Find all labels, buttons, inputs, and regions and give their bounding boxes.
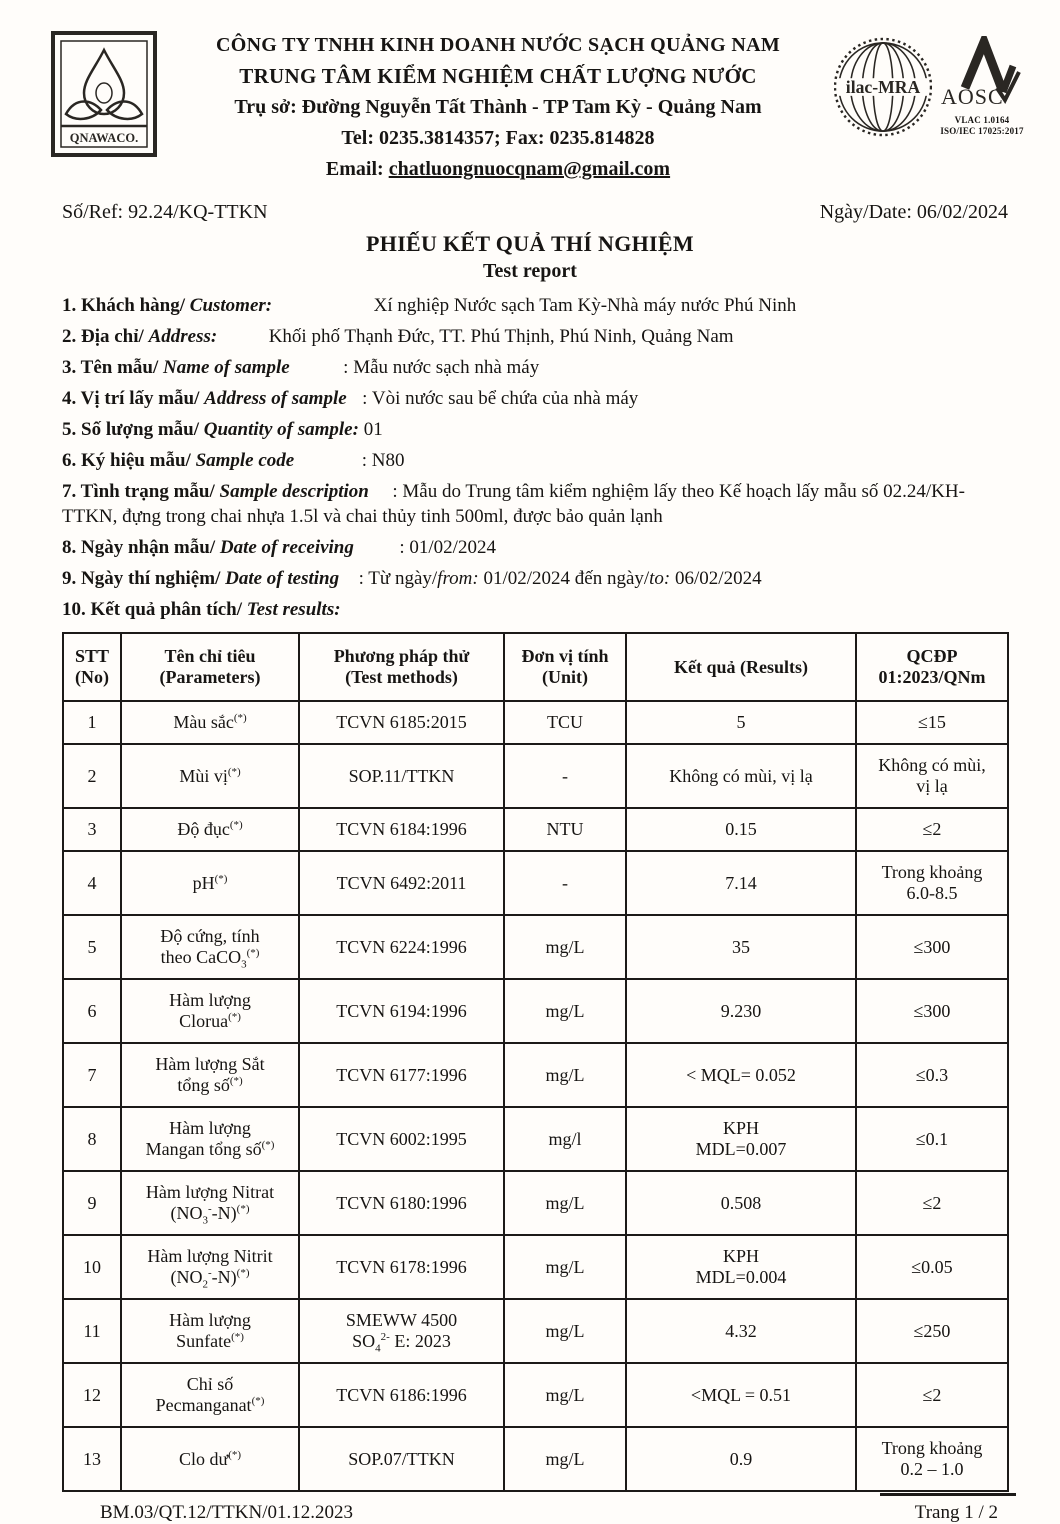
table-row <box>63 1235 1008 1299</box>
ref-number: Số/Ref: 92.24/KQ-TTKN <box>62 201 268 223</box>
table-row <box>63 1427 1008 1491</box>
info-line-sample-description <box>62 479 1010 529</box>
info-label-en: Address of sample <box>204 388 347 409</box>
cell-unit: NTU <box>504 808 626 851</box>
email-label: Email: <box>325 158 384 180</box>
info-label-vi: 9. Ngày thí nghiệm/ <box>62 568 221 589</box>
left-hand-icon <box>66 102 101 119</box>
info-label-en: Test results: <box>246 599 341 620</box>
cell-limit: ≤2 <box>856 1171 1008 1235</box>
info-line-sample-code <box>62 448 1010 473</box>
cell-limit: ≤250 <box>856 1299 1008 1363</box>
table-row <box>63 1171 1008 1235</box>
footer-page-number: Trang 1 / 2 <box>914 1502 998 1523</box>
column-header: Tên chỉ tiêu (Parameters) <box>121 633 299 701</box>
cell-unit: - <box>504 744 626 808</box>
water-drop-icon <box>84 50 124 114</box>
info-value-from-label: from: <box>437 568 479 589</box>
cell-param: Hàm lượng Mangan tổng số(*) <box>121 1107 299 1171</box>
info-label-en: Sample code <box>195 450 295 471</box>
footer-form-code: BM.03/QT.12/TTKN/01.12.2023 <box>100 1502 353 1523</box>
cell-no: 6 <box>63 979 121 1043</box>
aosc-label: AOSC <box>941 84 1004 109</box>
cell-result: 7.14 <box>626 851 856 915</box>
cell-param: Hàm lượng Nitrit $(NO_2^--N)^{(*)}$ <box>121 1235 299 1299</box>
cell-unit: mg/L <box>504 1171 626 1235</box>
column-header: Phương pháp thử (Test methods) <box>299 633 504 701</box>
cell-result: KPH MDL=0.004 <box>626 1235 856 1299</box>
info-value: 06/02/2024 <box>675 568 762 589</box>
cell-method: TCVN 6180:1996 <box>299 1171 504 1235</box>
column-header: STT (No) <box>63 633 121 701</box>
cell-no: 4 <box>63 851 121 915</box>
info-label-en: Date of testing <box>225 568 340 589</box>
cell-method: TCVN 6178:1996 <box>299 1235 504 1299</box>
cell-method: TCVN 6186:1996 <box>299 1363 504 1427</box>
info-label-vi: 5. Số lượng mẫu/ <box>62 419 200 440</box>
table-row <box>63 1299 1008 1363</box>
cell-method: SOP.07/TTKN <box>299 1427 504 1491</box>
info-line-date-receiving <box>62 535 1010 560</box>
info-value: : N80 <box>361 450 405 471</box>
cell-unit: TCU <box>504 701 626 744</box>
column-header: Đơn vị tính (Unit) <box>504 633 626 701</box>
info-line-date-testing <box>62 566 1010 591</box>
cell-unit: mg/L <box>504 979 626 1043</box>
table-row <box>63 701 1008 744</box>
qnawaco-logo <box>50 30 162 163</box>
info-value: Khối phố Thạnh Đức, TT. Phú Thịnh, Phú Ninh, Quảng Nam <box>268 326 734 347</box>
cell-method: SMEWW 4500 $SO_4^{2-}$ E: 2023 <box>299 1299 504 1363</box>
cell-param: Độ đục(*) <box>121 808 299 851</box>
cell-method: TCVN 6492:2011 <box>299 851 504 915</box>
info-label-en: Address: <box>148 326 218 347</box>
cell-method: TCVN 6184:1996 <box>299 808 504 851</box>
info-label-vi: 7. Tình trạng mẫu/ <box>62 481 215 502</box>
cell-no: 9 <box>63 1171 121 1235</box>
info-value: Xí nghiệp Nước sạch Tam Kỳ-Nhà máy nước Phú Ninh <box>373 295 797 316</box>
cell-no: 3 <box>63 808 121 851</box>
company-email-line <box>170 154 826 185</box>
cell-limit: ≤0.05 <box>856 1235 1008 1299</box>
info-value: : 01/02/2024 <box>399 537 496 558</box>
meta-row <box>62 201 1008 224</box>
table-row <box>63 744 1008 808</box>
cell-limit: Trong khoảng 6.0-8.5 <box>856 851 1008 915</box>
cell-result: 0.9 <box>626 1427 856 1491</box>
cell-unit: mg/L <box>504 915 626 979</box>
cell-result: KPH MDL=0.007 <box>626 1107 856 1171</box>
cell-result: < MQL= 0.052 <box>626 1043 856 1107</box>
qnawaco-logo-label: QNAWACO. <box>69 131 139 145</box>
info-value: : Vòi nước sau bể chứa của nhà máy <box>362 388 639 409</box>
cell-param: Mùi vị(*) <box>121 744 299 808</box>
cell-no: 10 <box>63 1235 121 1299</box>
cell-limit: ≤300 <box>856 915 1008 979</box>
aosc-logo <box>938 36 1026 137</box>
cell-unit: mg/L <box>504 1043 626 1107</box>
results-table <box>62 632 1009 1492</box>
ilac-mra-label: ilac-MRA <box>845 76 921 97</box>
info-line-sample-name <box>62 355 1010 380</box>
info-value: : Từ ngày/ <box>358 568 438 589</box>
email-address: chatluongnuocqnam@gmail.com <box>388 158 671 180</box>
info-label-vi: 4. Vị trí lấy mẫu/ <box>62 388 200 409</box>
info-label-vi: 10. Kết quả phân tích/ <box>62 599 243 620</box>
table-row <box>63 1107 1008 1171</box>
info-label-vi: 1. Khách hàng/ <box>62 295 186 316</box>
cell-method: TCVN 6185:2015 <box>299 701 504 744</box>
table-header-row <box>63 633 1008 701</box>
company-phone: Tel: 0235.3814357; Fax: 0235.814828 <box>341 127 655 149</box>
cell-result: 9.230 <box>626 979 856 1043</box>
results-table-body <box>63 701 1008 1491</box>
info-line-quantity <box>62 417 1010 442</box>
cell-param: Chỉ số Pecmanganat(*) <box>121 1363 299 1427</box>
cell-no: 5 <box>63 915 121 979</box>
cell-unit: mg/L <box>504 1299 626 1363</box>
cell-param: Hàm lượng Nitrat $(NO_3^--N)^{(*)}$ <box>121 1171 299 1235</box>
cell-unit: mg/l <box>504 1107 626 1171</box>
table-row <box>63 808 1008 851</box>
iso-standard: ISO/IEC 17025:2017 <box>940 126 1024 136</box>
table-row <box>63 851 1008 915</box>
company-name: CÔNG TY TNHH KINH DOANH NƯỚC SẠCH QUẢNG NAM <box>215 34 781 56</box>
info-label-en: Quantity of sample: <box>203 419 359 440</box>
company-header-block <box>162 30 834 185</box>
cell-param: Clo dư(*) <box>121 1427 299 1491</box>
info-value-to-label: to: <box>649 568 671 589</box>
info-label-vi: 2. Địa chỉ/ <box>62 326 144 347</box>
cell-no: 8 <box>63 1107 121 1171</box>
scan-artifact-line <box>880 1493 1016 1496</box>
table-row <box>63 1043 1008 1107</box>
report-date: Ngày/Date: 06/02/2024 <box>819 201 1008 223</box>
cell-method: SOP.11/TTKN <box>299 744 504 808</box>
vlac-code: VLAC 1.0164 <box>954 115 1010 125</box>
accreditation-logos <box>834 30 1026 140</box>
page-title: PHIẾU KẾT QUẢ THÍ NGHIỆM <box>366 231 694 256</box>
cell-limit: ≤15 <box>856 701 1008 744</box>
cell-unit: mg/L <box>504 1363 626 1427</box>
cell-method: TCVN 6194:1996 <box>299 979 504 1043</box>
page-footer <box>100 1502 998 1524</box>
cell-limit: Không có mùi, vị lạ <box>856 744 1008 808</box>
column-header: Kết quả (Results) <box>626 633 856 701</box>
info-value: 01 <box>363 419 383 440</box>
cell-unit: - <box>504 851 626 915</box>
cell-limit: Trong khoảng 0.2 – 1.0 <box>856 1427 1008 1491</box>
cell-limit: ≤0.1 <box>856 1107 1008 1171</box>
cell-limit: ≤2 <box>856 1363 1008 1427</box>
cell-no: 11 <box>63 1299 121 1363</box>
cell-method: TCVN 6002:1995 <box>299 1107 504 1171</box>
cell-param: Độ cứng, tính theo CaCO$_3$(*) <box>121 915 299 979</box>
cell-result: 5 <box>626 701 856 744</box>
cell-result: <MQL = 0.51 <box>626 1363 856 1427</box>
info-line-address <box>62 324 1010 349</box>
cell-result: 35 <box>626 915 856 979</box>
aosc-logo-graphic <box>939 36 1025 110</box>
right-hand-icon <box>107 102 142 119</box>
info-value: : Mẫu do Trung tâm kiểm nghiệm lấy theo Kế hoạch lấy mẫu số 02.24/KH-TTKN, đựng trong chai nhựa 1.5l và chai thủy tinh 500ml, được bảo quản lạnh <box>62 481 965 527</box>
info-value: : Mẫu nước sạch nhà máy <box>343 357 540 378</box>
cell-no: 12 <box>63 1363 121 1427</box>
info-label-vi: 8. Ngày nhận mẫu/ <box>62 537 216 558</box>
company-address: Trụ sở: Đường Nguyễn Tất Thành - TP Tam Kỳ - Quảng Nam <box>234 96 762 118</box>
cell-param: Hàm lượng Sunfate(*) <box>121 1299 299 1363</box>
cell-no: 13 <box>63 1427 121 1491</box>
document-header <box>0 0 1060 185</box>
cell-result: 0.508 <box>626 1171 856 1235</box>
cell-limit: ≤0.3 <box>856 1043 1008 1107</box>
cell-param: Màu sắc(*) <box>121 701 299 744</box>
info-label-vi: 3. Tên mẫu/ <box>62 357 159 378</box>
cell-limit: ≤300 <box>856 979 1008 1043</box>
info-value: 01/02/2024 đến ngày/ <box>483 568 650 589</box>
table-row <box>63 1363 1008 1427</box>
qnawaco-logo-graphic <box>50 30 158 158</box>
cell-result: 0.15 <box>626 808 856 851</box>
cell-result: 4.32 <box>626 1299 856 1363</box>
cell-param: pH(*) <box>121 851 299 915</box>
info-label-en: Name of sample <box>163 357 290 378</box>
cell-unit: mg/L <box>504 1427 626 1491</box>
cell-no: 1 <box>63 701 121 744</box>
cell-param: Hàm lượng Sắt tổng số(*) <box>121 1043 299 1107</box>
center-name: TRUNG TÂM KIỂM NGHIỆM CHẤT LƯỢNG NƯỚC <box>239 64 757 88</box>
cell-result: Không có mùi, vị lạ <box>626 744 856 808</box>
ilac-mra-logo <box>834 36 932 140</box>
page-subtitle: Test report <box>483 260 577 282</box>
cell-method: TCVN 6224:1996 <box>299 915 504 979</box>
cell-method: TCVN 6177:1996 <box>299 1043 504 1107</box>
cell-limit: ≤2 <box>856 808 1008 851</box>
table-row <box>63 979 1008 1043</box>
cell-no: 2 <box>63 744 121 808</box>
cell-no: 7 <box>63 1043 121 1107</box>
info-line-customer <box>62 293 1010 318</box>
info-label-en: Customer: <box>189 295 273 316</box>
info-line-test-results <box>62 597 1010 622</box>
info-line-sample-location <box>62 386 1010 411</box>
info-label-en: Date of receiving <box>219 537 354 558</box>
info-label-en: Sample description <box>219 481 369 502</box>
cell-unit: mg/L <box>504 1235 626 1299</box>
column-header: QCĐP 01:2023/QNm <box>856 633 1008 701</box>
cell-param: Hàm lượng Clorua(*) <box>121 979 299 1043</box>
table-row <box>63 915 1008 979</box>
sample-info <box>62 293 1010 622</box>
info-label-vi: 6. Ký hiệu mẫu/ <box>62 450 191 471</box>
